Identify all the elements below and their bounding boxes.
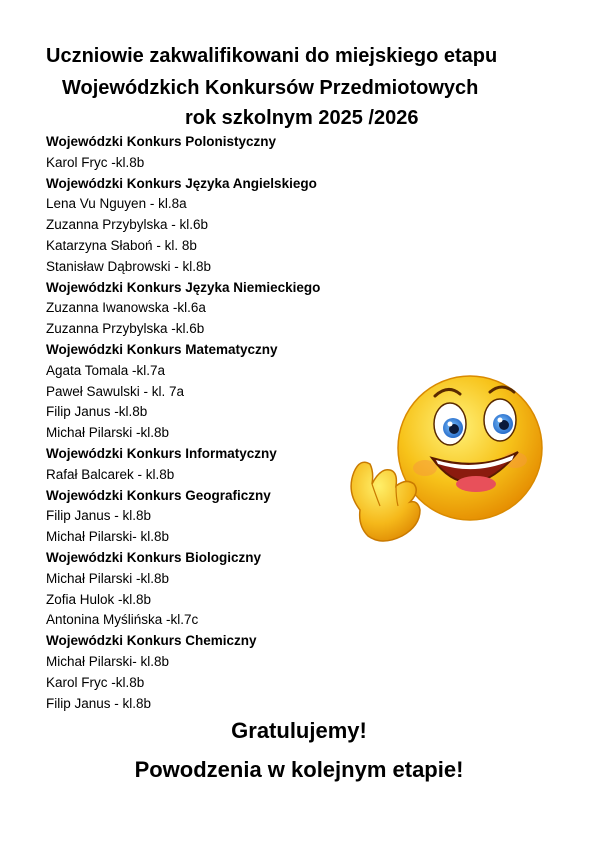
student-entry: Karol Fryc -kl.8b [46, 154, 145, 170]
student-entry: Michał Pilarski -kl.8b [46, 570, 170, 586]
good-luck-text: Powodzenia w kolejnym etapie! [134, 757, 464, 782]
student-entry: Michał Pilarski -kl.8b [46, 425, 170, 441]
student-entry: Filip Janus - kl.8b [46, 508, 152, 524]
page-title-line-1: Uczniowie zakwalifikowani do miejskiego etapu [46, 45, 498, 67]
student-entry: Filip Janus - kl.8b [46, 695, 152, 711]
student-entry: Lena Vu Nguyen - kl.8a [46, 196, 187, 212]
contest-heading: Wojewódzki Konkurs Języka Angielskiego [46, 175, 317, 191]
student-entry: Zuzanna Iwanowska -kl.6a [46, 300, 206, 316]
page-title-line-2: Wojewódzkich Konkursów Przedmiotowych [62, 77, 479, 99]
student-entry: Filip Janus -kl.8b [46, 404, 148, 420]
contest-heading: Wojewódzki Konkurs Polonistyczny [46, 134, 277, 149]
student-entry: Agata Tomala -kl.7a [46, 362, 166, 378]
student-entry: Rafał Balcarek - kl.8b [46, 466, 175, 482]
contest-heading: Wojewódzki Konkurs Matematyczny [46, 341, 278, 357]
contest-heading: Wojewódzki Konkurs Geograficzny [46, 487, 271, 503]
contest-heading: Wojewódzki Konkurs Chemiczny [46, 633, 257, 649]
smiling-emoji-waving-icon [340, 360, 560, 560]
student-entry: Michał Pilarski- kl.8b [46, 653, 170, 669]
contest-heading: Wojewódzki Konkurs Informatyczny [46, 445, 277, 461]
student-entry: Zuzanna Przybylska -kl.6b [46, 321, 205, 337]
student-entry: Zofia Hulok -kl.8b [46, 591, 152, 607]
contest-heading: Wojewódzki Konkurs Biologiczny [46, 549, 262, 565]
contest-heading: Wojewódzki Konkurs Języka Niemieckiego [46, 279, 321, 295]
contest-list [46, 132, 366, 714]
congratulations-text: Gratulujemy! [231, 718, 367, 743]
student-entry: Antonina Myślińska -kl.7c [46, 612, 199, 628]
page-title-line-3: rok szkolnym 2025 /2026 [185, 107, 419, 129]
student-entry: Stanisław Dąbrowski - kl.8b [46, 258, 212, 274]
student-entry: Karol Fryc -kl.8b [46, 674, 145, 690]
student-entry: Zuzanna Przybylska - kl.6b [46, 217, 209, 233]
student-entry: Michał Pilarski- kl.8b [46, 529, 170, 545]
student-entry: Katarzyna Słaboń - kl. 8b [46, 237, 197, 253]
student-entry: Paweł Sawulski - kl. 7a [46, 383, 185, 399]
